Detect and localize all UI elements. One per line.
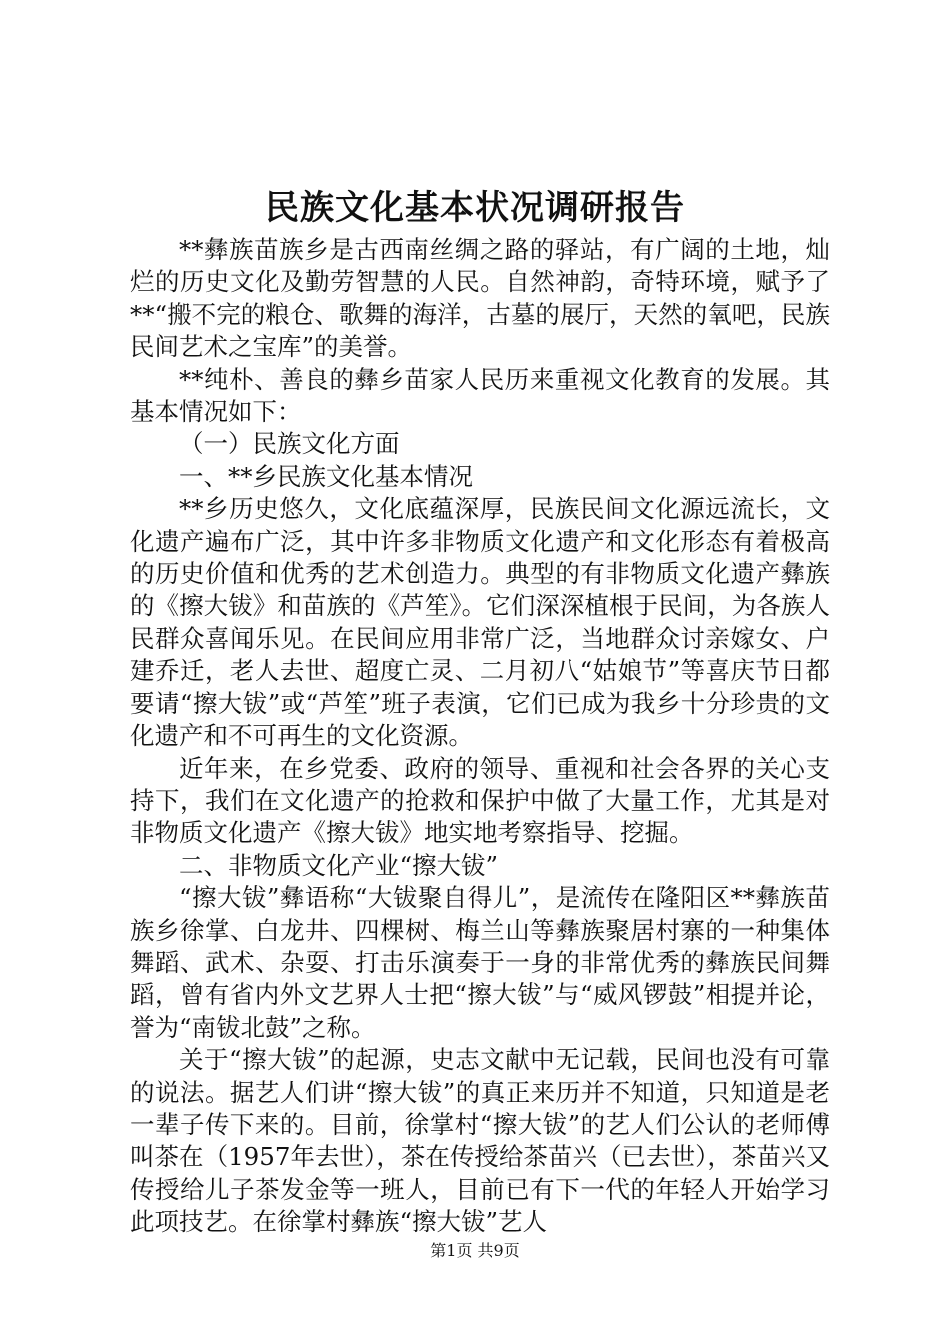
subsection-heading-2: 二、非物质文化产业“擦大钹” bbox=[179, 850, 499, 880]
subsection-heading-1: 一、**乡民族文化基本情况 bbox=[179, 461, 473, 491]
paragraph-recent-years: 近年来，在乡党委、政府的领导、重视和社会各界的关心支持下，我们在文化遗产的抢救和保护中做了大量工作，尤其是对非物质文化遗产《擦大钹》地实地考察指导、挖掘。 bbox=[130, 753, 830, 848]
document-title: 民族文化基本状况调研报告 bbox=[265, 188, 685, 228]
paragraph-cadabo-intro: “擦大钹”彝语称“大钹聚自得儿”，是流传在隆阳区**彝族苗族乡徐掌、白龙井、四棵树、梅兰山等彝族聚居村寨的一种集体舞蹈、武术、杂耍、打击乐演奏于一身的非常优秀的彝族民间舞蹈，曾有省内外文艺界人士把“擦大钹”与“威风锣鼓”相提并论，誉为“南钹北鼓”之称。 bbox=[130, 883, 830, 1042]
section-heading-1: （一）民族文化方面 bbox=[179, 429, 400, 459]
paragraph-intro: **彝族苗族乡是古西南丝绸之路的驿站，有广阔的土地，灿烂的历史文化及勤劳智慧的人民。自然神韵，奇特环境，赋予了**“搬不完的粮仓、歌舞的海洋，古墓的展厅，天然的氧吧，民族民间艺术之宝库”的美誉。 bbox=[130, 235, 830, 362]
paragraph-history: **乡历史悠久，文化底蕴深厚，民族民间文化源远流长，文化遗产遍布广泛，其中许多非物质文化遗产和文化形态有着极高的历史价值和优秀的艺术创造力。典型的有非物质文化遗产彝族的《擦大钹》和苗族的《芦笙》。它们深深植根于民间，为各族人民群众喜闻乐见。在民间应用非常广泛，当地群众讨亲嫁女、户建乔迁，老人去世、超度亡灵、二月初八“姑娘节”等喜庆节日都要请“擦大钹”或“芦笙”班子表演，它们已成为我乡十分珍贵的文化遗产和不可再生的文化资源。 bbox=[130, 494, 830, 751]
paragraph-overview: **纯朴、善良的彝乡苗家人民历来重视文化教育的发展。其基本情况如下： bbox=[130, 364, 830, 427]
paragraph-cadabo-origin: 关于“擦大钹”的起源，史志文献中无记载，民间也没有可靠的说法。据艺人们讲“擦大钹”的真正来历并不知道，只知道是老一辈子传下来的。目前，徐掌村“擦大钹”的艺人们公认的老师傅叫茶在（1957年去世），茶在传授给茶苗兴（已去世），茶苗兴又传授给儿子茶发金等一班人，目前已有下一代的年轻人开始学习此项技艺。在徐掌村彝族“擦大钹”艺人 bbox=[130, 1045, 830, 1237]
document-body bbox=[130, 234, 830, 1239]
page-footer: 第1页 共9页 bbox=[430, 1241, 520, 1260]
